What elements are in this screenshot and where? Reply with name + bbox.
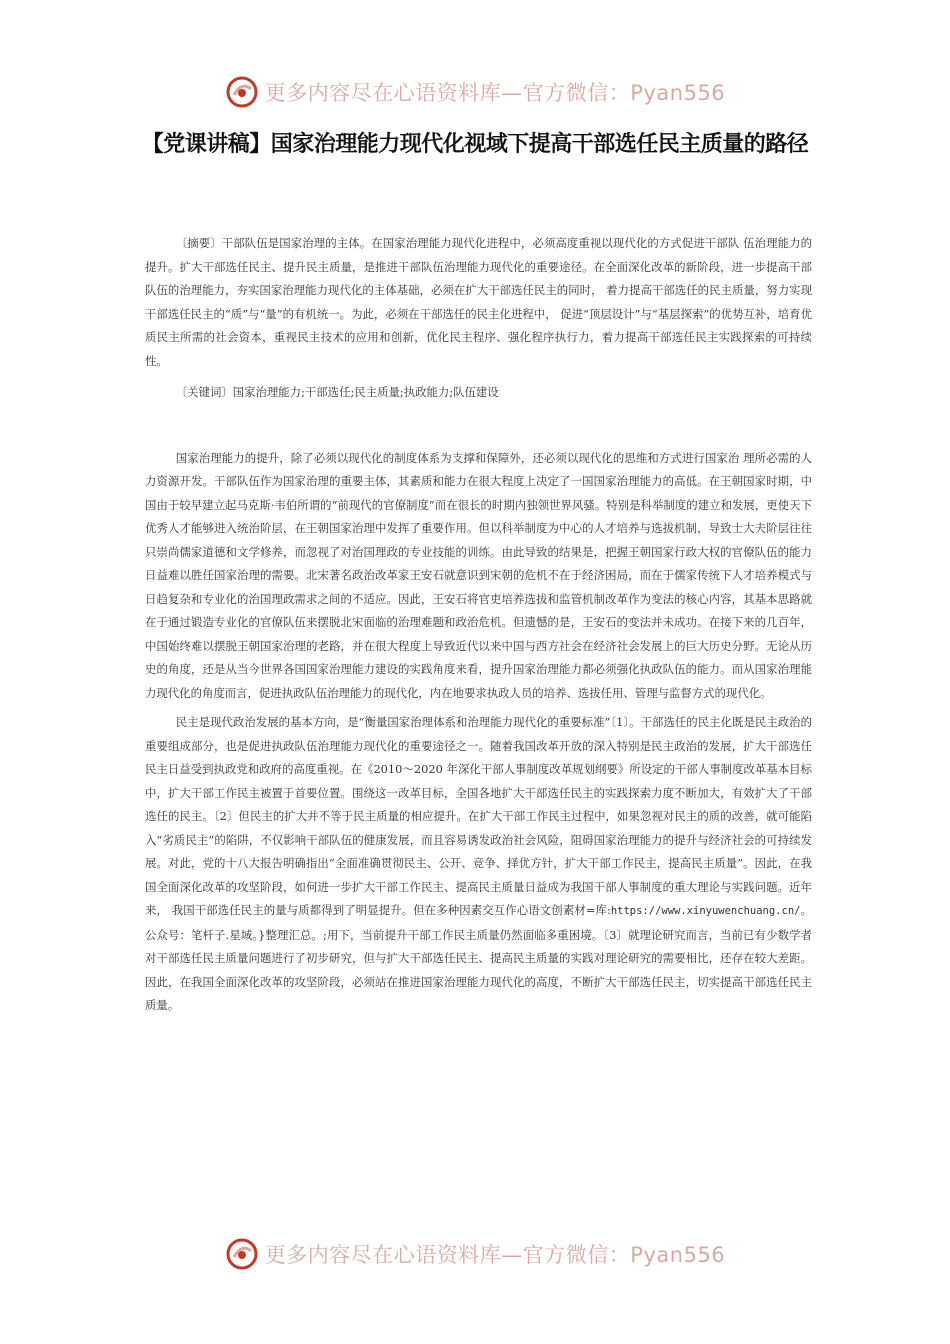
brand-logo-icon: [225, 75, 259, 109]
abstract-paragraph: 〔摘要〕干部队伍是国家治理的主体。在国家治理能力现代化进程中，必须高度重视以现代化的方式促进干部队 伍治理能力的提升。扩大干部选任民主、提升民主质量，是推进干部队伍治理能力现代化的重要途径。在全面深化改革的新阶段，进一步提高干部队伍的治理能力，夯实国家治理能力现代化的主体基础，必须在扩大干部选任民主的同时， 着力提高干部选任的民主质量，努力实现干部选任民主的“质”与“量”的有机统一。为此，必须在干部选任的民主化进程中， 促进“顶层设计”与“基层探索”的优势互补，培育优质民主所需的社会资本，重视民主技术的应用和创新，优化民主程序、强化程序执行力，着力提高干部选任民主实践探索的可持续性。: [145, 236, 812, 368]
banner-text: 更多内容尽在心语资料库—官方微信：Pyan556: [264, 1243, 726, 1267]
document-body: [145, 232, 812, 1018]
document-title: 【党课讲稿】国家治理能力现代化视域下提高干部选任民主质量的路径: [141, 132, 809, 157]
banner-text: 更多内容尽在心语资料库—官方微信：Pyan556: [264, 81, 726, 105]
header-banner: [0, 72, 950, 112]
body-paragraph-2-text-b: 。公众号：笔杆子.星域。}整理汇总。;用下，当前提升干部工作民主质量仍然面临多重困境。〔3〕就理论研究而言，当前已有少数学者对干部选任民主质量问题进行了初步研究，但与扩大干部选任民主、提高民主质量的实践对理论研究的需要相比，还存在较大差距。因此，在我国全面深化改革的攻坚阶段，必须站在推进国家治理能力现代化的高度，不断扩大干部选任民主，切实提高干部选任民主质量。: [145, 903, 812, 1012]
body-paragraph-2: [145, 711, 812, 1018]
body-paragraph-2-url[interactable]: https://www.xinyuwenchuang.cn/: [610, 905, 801, 917]
footer-banner: [0, 1234, 950, 1274]
body-paragraph-2-text-a: 民主是现代政治发展的基本方向，是“衡量国家治理体系和治理能力现代化的重要标准”〔1〕。干部选任的民主化既是民主政治的重要组成部分，也是促进执政队伍治理能力现代化的重要途径之一。随着我国改革开放的深入特别是民主政治的发展，扩大干部选任民主日益受到执政党和政府的高度重视。在《2010～2020 年深化干部人事制度改革规划纲要》所设定的干部人事制度改革基本目标中，扩大干部工作民主被置于首要位置。围绕这一改革目标，全国各地扩大干部选任民主的实践探索力度不断加大，有效扩大了干部选任的民主。〔2〕但民主的扩大并不等于民主质量的相应提升。在扩大干部工作民主过程中，如果忽视对民主的质的改善，就可能陷入“劣质民主”的陷阱，不仅影响干部队伍的健康发展，而且容易诱发政治社会风险，阻碍国家治理能力的提升与经济社会的可持续发展。对此，党的十八大报告明确指出“全面准确贯彻民主、公开、竞争、择优方针，扩大干部工作民主，提高民主质量”。因此，在我国全面深化改革的攻坚阶段，如何进一步扩大干部工作民主、提高民主质量日益成为我国干部人事制度的重大理论与实践问题。近年来， 我国干部选任民主的量与质都得到了明显提升。但在多种因素交互作心语文创素材=库:: [145, 715, 812, 917]
brand-logo-icon: [225, 1237, 259, 1271]
body-paragraph-1: 国家治理能力的提升，除了必须以现代化的制度体系为支撑和保障外，还必须以现代化的思维和方式进行国家治 理所必需的人力资源开发。干部队伍作为国家治理的重要主体，其素质和能力在很大程度上决定了一国国家治理能力的高低。在王朝国家时期，中国由于较早建立起马克斯·韦伯所谓的“前现代的官僚制度”而在很长的时期内独领世界风骚。特别是科举制度的建立和发展，更使天下优秀人才能够进入统治阶层，在王朝国家治理中发挥了重要作用。但以科举制度为中心的人才培养与选拔机制，导致士大夫阶层往往只崇尚儒家道德和文学修养，而忽视了对治国理政的专业技能的训练。由此导致的结果是，把握王朝国家行政大权的官僚队伍的能力日益难以胜任国家治理的需要。北宋著名政治改革家王安石就意识到宋朝的危机不在于经济困局，而在于儒家传统下人才培养模式与日趋复杂和专业化的治国理政需求之间的不适应。因此，王安石将官吏培养选拔和监管机制改革作为变法的核心内容，其基本思路就在于通过锻造专业化的官僚队伍来摆脱北宋面临的治理难题和政治危机。但遗憾的是，王安石的变法并未成功。在接下来的几百年，中国始终难以摆脱王朝国家治理的老路，并在很大程度上导致近代以来中国与西方社会在经济社会发展上的巨大历史分野。无论从历史的角度，还是从当今世界各国国家治理能力建设的实践角度来看，提升国家治理能力都必须强化执政队伍的能力。而从国家治理能力现代化的角度而言，促进执政队伍治理能力的现代化，内在地要求执政人员的培养、选拔任用、管理与监督方式的现代化。: [145, 450, 812, 700]
keywords-paragraph: 〔关键词〕国家治理能力;干部选任;民主质量;执政能力;队伍建设: [175, 385, 499, 399]
